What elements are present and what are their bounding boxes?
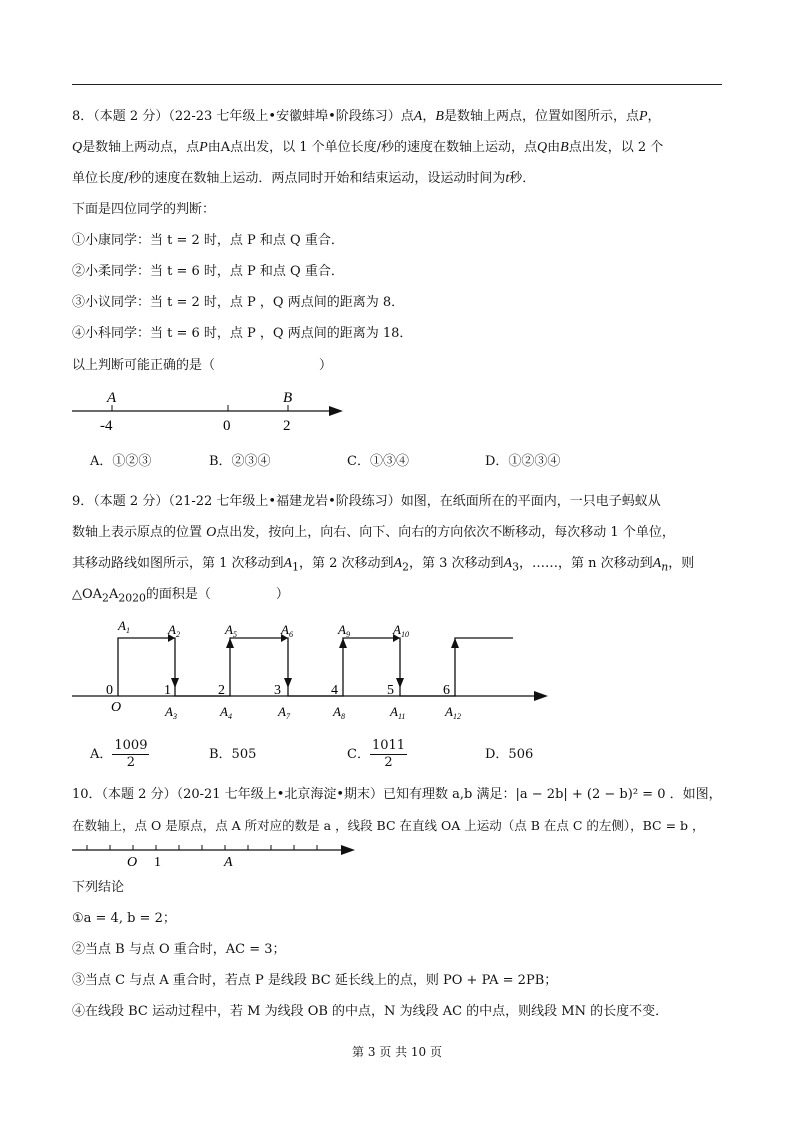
q10-intro: 下列结论 — [72, 880, 125, 895]
q9-choice-b[interactable]: B．505 — [209, 747, 257, 762]
q9-axis-number: 5 — [387, 683, 394, 698]
q9-point-label: $A_1$ — [118, 618, 130, 635]
q10-conclusion-3: ③当点 C 与点 A 重合时，若点 P 是线段 BC 延长线上的点，则 PO + PA = 2PB； — [72, 973, 558, 988]
q8-choice-d[interactable]: D．①②③④ — [485, 454, 561, 469]
q9-axis-number: 2 — [218, 683, 225, 698]
q9-point-label: $A_6$ — [281, 622, 293, 639]
q8-tick-label: -4 — [100, 418, 113, 434]
q8-choice-c[interactable]: C．①③④ — [347, 454, 409, 469]
q8-judgement-4: ④小科同学：当 t = 6 时，点 P ，Q 两点间的距离为 18． — [72, 326, 413, 341]
q9-line-1: 9．（本题 2 分）（21-22 七年级上•福建龙岩•阶段练习）如图，在纸面所在的平面内，一只电子蚂蚁从 — [72, 494, 661, 509]
q8-tick-label: 0 — [223, 418, 231, 434]
q8-ask: 以上判断可能正确的是（ ） — [72, 358, 333, 373]
q9-axis-number: 4 — [331, 683, 338, 698]
q9-point-label: $A_3$ — [165, 704, 177, 721]
q9-point-label: $A_{11}$ — [390, 704, 406, 721]
q9-origin-label: O — [111, 700, 122, 715]
q9-point-label: $A_2$ — [168, 622, 180, 639]
q9-point-label: $A_7$ — [278, 704, 290, 721]
page-footer: 第 3 页 共 10 页 — [352, 1045, 442, 1059]
q8-point-a-label: A — [107, 390, 117, 406]
q9-point-label: $A_{12}$ — [445, 704, 461, 721]
q10-conclusion-1: ①a = 4, b = 2； — [72, 911, 176, 926]
q8-line-3: 单位长度/秒的速度在数轴上运动．两点同时开始和结束运动，设运动时间为t秒． — [72, 171, 536, 186]
header-rule — [72, 84, 722, 85]
q9-axis-number: 1 — [164, 683, 171, 698]
q9-axis-number: 0 — [106, 683, 113, 698]
q9-point-label: $A_9$ — [338, 622, 350, 639]
q9-point-label: $A_4$ — [220, 704, 232, 721]
q9-line-3: 其移动路线如图所示，第 1 次移动到$A_1$，第 2 次移动到$A_2$，第 3 次移动到$A_3$，……，第 n 次移动到$A_n$，则 — [72, 556, 695, 574]
q8-point-b-label: B — [283, 390, 293, 406]
q8-judgement-2: ②小柔同学：当 t = 6 时，点 P 和点 Q 重合． — [72, 264, 344, 279]
q8-judgement-3: ③小议同学：当 t = 2 时，点 P ，Q 两点间的距离为 8． — [72, 295, 405, 310]
q8-choice-b[interactable]: B．②③④ — [209, 454, 271, 469]
q9-point-label: $A_{10}$ — [393, 622, 409, 639]
q9-choice-c[interactable]: C． $\frac{1011}{2}$ — [347, 738, 406, 770]
q10-number-line — [60, 836, 370, 870]
q10-origin-label: O — [127, 855, 138, 870]
q9-point-label: $A_5$ — [225, 622, 237, 639]
q8-tick-label: 2 — [283, 418, 291, 434]
q10-conclusion-2: ②当点 B 与点 O 重合时，AC = 3； — [72, 942, 286, 957]
q9-line-4: $\triangle OA_2A_{2020}$的面积是（ ） — [72, 587, 289, 605]
q8-choice-a[interactable]: A．①②③ — [90, 454, 152, 469]
q10-line-1: 10．（本题 2 分）（20-21 七年级上•北京海淀•期末）已知有理数 a,b 满足：|a − 2b| + (2 − b)² = 0 ．如图， — [72, 787, 722, 802]
q9-line-2: 数轴上表示原点的位置 O点出发，按向上，向右、向下、向右的方向依次不断移动，每次移动 1 个单位， — [72, 525, 675, 540]
q9-path-figure — [60, 612, 560, 722]
q8-judgement-1: ①小康同学：当 t = 2 时，点 P 和点 Q 重合． — [72, 233, 344, 248]
q8-intro: 下面是四位同学的判断： — [72, 202, 216, 217]
q9-axis-number: 3 — [274, 683, 281, 698]
q10-conclusion-4: ④在线段 BC 运动过程中，若 M 为线段 OB 的中点，N 为线段 AC 的中点，则线段 MN 的长度不变． — [72, 1004, 669, 1019]
q9-choice-a[interactable]: A． $\frac{1009}{2}$ — [90, 738, 148, 770]
q8-line-1: 8．（本题 2 分）（22-23 七年级上•安徽蚌埠•阶段练习）点A，B是数轴上两点，位置如图所示，点P， — [72, 109, 661, 124]
q9-point-label: $A_8$ — [333, 704, 345, 721]
q10-point-a-label: A — [224, 855, 233, 870]
q8-number-line — [60, 385, 360, 435]
q9-choice-d[interactable]: D．506 — [485, 747, 534, 762]
q8-line-2: Q是数轴上两动点，点P由A点出发，以 1 个单位长度/秒的速度在数轴上运动，点Q由B点出发，以 2 个 — [72, 140, 664, 155]
q10-line-2: 在数轴上，点 O 是原点，点 A 所对应的数是 a ，线段 BC 在直线 OA 上运动（点 B 在点 C 的左侧），BC = b ， — [72, 818, 705, 833]
q9-axis-number: 6 — [443, 683, 450, 698]
q10-unit-label: 1 — [154, 855, 161, 870]
